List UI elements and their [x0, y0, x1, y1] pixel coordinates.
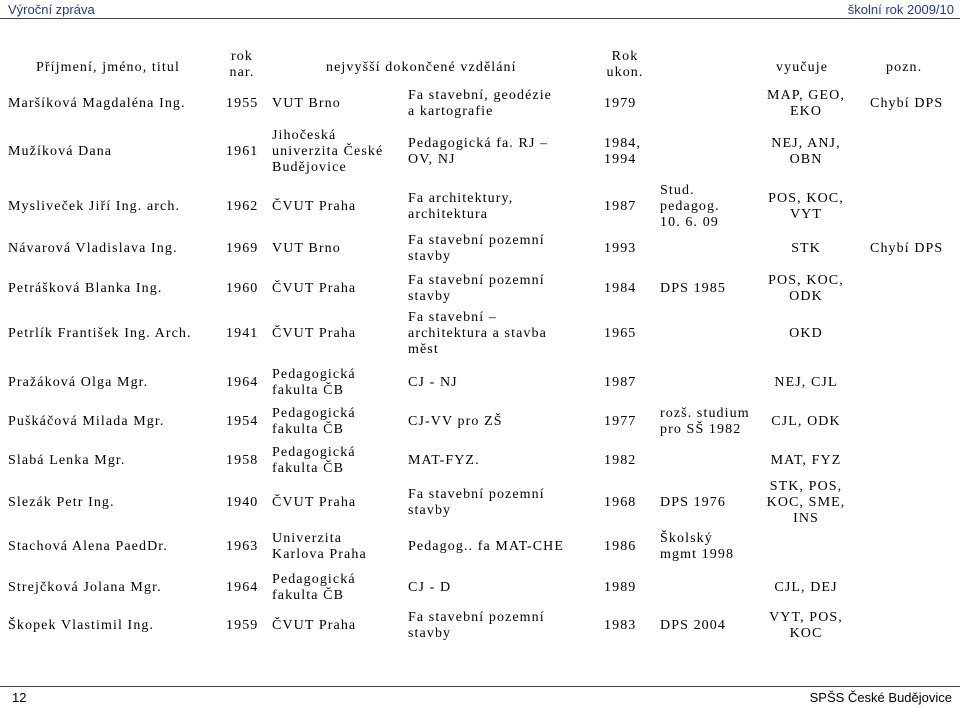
- page-number: 12: [12, 690, 27, 705]
- birth-year: 1964: [226, 580, 259, 595]
- graduation-year: 1982: [604, 453, 637, 468]
- staff-name: Návarová Vladislava Ing.: [8, 241, 178, 256]
- staff-name: Strejčková Jolana Mgr.: [8, 580, 162, 595]
- col-header-note: pozn.: [886, 60, 923, 75]
- staff-name: Mysliveček Jiří Ing. arch.: [8, 199, 181, 214]
- school-name: ČVUT Praha: [272, 495, 357, 510]
- faculty-field: Fa stavební pozemní stavby: [408, 610, 545, 641]
- school-name: Univerzita Karlova Praha: [272, 531, 367, 562]
- extra-qualification: DPS 1985: [660, 281, 726, 296]
- faculty-field: MAT-FYZ.: [408, 453, 480, 468]
- faculty-field: CJ - NJ: [408, 375, 458, 390]
- teaching-subjects: MAP, GEO, EKO: [767, 88, 845, 119]
- teaching-subjects: MAT, FYZ: [770, 453, 842, 468]
- col-header-teaches: vyučuje: [776, 60, 829, 75]
- staff-name: Mužíková Dana: [8, 144, 113, 159]
- teaching-subjects: VYT, POS, KOC: [769, 610, 843, 641]
- birth-year: 1964: [226, 375, 259, 390]
- school-name: VUT Brno: [272, 96, 341, 111]
- extra-qualification: Školský mgmt 1998: [660, 531, 735, 562]
- staff-name: Maršíková Magdaléna Ing.: [8, 96, 186, 111]
- staff-name: Škopek Vlastimil Ing.: [8, 618, 155, 633]
- birth-year: 1958: [226, 453, 259, 468]
- staff-name: Stachová Alena PaedDr.: [8, 539, 168, 554]
- graduation-year: 1987: [604, 199, 637, 214]
- school-name: ČVUT Praha: [272, 618, 357, 633]
- birth-year: 1961: [226, 144, 259, 159]
- staff-name: Petrášková Blanka Ing.: [8, 281, 163, 296]
- staff-name: Slezák Petr Ing.: [8, 495, 115, 510]
- extra-qualification: rozš. studium pro SŠ 1982: [660, 406, 750, 437]
- col-header-graduation: Rok ukon.: [606, 49, 644, 80]
- faculty-field: Fa architektury, architektura: [408, 191, 514, 222]
- birth-year: 1960: [226, 281, 259, 296]
- note: Chybí DPS: [870, 241, 944, 256]
- graduation-year: 1984, 1994: [604, 136, 641, 167]
- school-name: ČVUT Praha: [272, 199, 357, 214]
- header-divider: [0, 18, 960, 19]
- graduation-year: 1965: [604, 326, 637, 341]
- birth-year: 1963: [226, 539, 259, 554]
- faculty-field: CJ - D: [408, 580, 452, 595]
- faculty-field: CJ-VV pro ZŠ: [408, 414, 503, 429]
- teaching-subjects: NEJ, CJL: [774, 375, 838, 390]
- page-header: [0, 0, 960, 18]
- graduation-year: 1989: [604, 580, 637, 595]
- school-name: VUT Brno: [272, 241, 341, 256]
- faculty-field: Fa stavební pozemní stavby: [408, 273, 545, 304]
- school-name: ČVUT Praha: [272, 281, 357, 296]
- faculty-field: Pedagog.. fa MAT-CHE: [408, 539, 565, 554]
- birth-year: 1969: [226, 241, 259, 256]
- school-year: školní rok 2009/10: [847, 2, 954, 17]
- graduation-year: 1977: [604, 414, 637, 429]
- footer-divider: [0, 686, 960, 687]
- school-name: ČVUT Praha: [272, 326, 357, 341]
- school-name: Pedagogická fakulta ČB: [272, 367, 356, 398]
- teaching-subjects: CJL, DEJ: [774, 580, 838, 595]
- faculty-field: Fa stavební pozemní stavby: [408, 487, 545, 518]
- school-name: SPŠS České Budějovice: [809, 690, 952, 705]
- birth-year: 1941: [226, 326, 259, 341]
- faculty-field: Fa stavební pozemní stavby: [408, 233, 545, 264]
- extra-qualification: Stud. pedagog. 10. 6. 09: [660, 183, 720, 230]
- col-header-name: Příjmení, jméno, titul: [36, 60, 180, 75]
- faculty-field: Pedagogická fa. RJ – OV, NJ: [408, 136, 549, 167]
- birth-year: 1959: [226, 618, 259, 633]
- school-name: Jihočeská univerzita České Budějovice: [272, 128, 384, 175]
- birth-year: 1962: [226, 199, 259, 214]
- staff-name: Pražáková Olga Mgr.: [8, 375, 149, 390]
- teaching-subjects: POS, KOC, VYT: [768, 191, 844, 222]
- teaching-subjects: OKD: [789, 326, 823, 341]
- extra-qualification: DPS 1976: [660, 495, 726, 510]
- school-name: Pedagogická fakulta ČB: [272, 445, 356, 476]
- graduation-year: 1987: [604, 375, 637, 390]
- faculty-field: Fa stavební, geodézie a kartografie: [408, 88, 553, 119]
- faculty-field: Fa stavební – architektura a stavba měst: [408, 310, 547, 357]
- graduation-year: 1983: [604, 618, 637, 633]
- teaching-subjects: STK: [791, 241, 821, 256]
- report-title: Výroční zpráva: [8, 2, 95, 17]
- note: Chybí DPS: [870, 96, 944, 111]
- graduation-year: 1968: [604, 495, 637, 510]
- extra-qualification: DPS 2004: [660, 618, 726, 633]
- staff-name: Petrlík František Ing. Arch.: [8, 326, 192, 341]
- col-header-year: rok nar.: [229, 49, 255, 80]
- graduation-year: 1986: [604, 539, 637, 554]
- school-name: Pedagogická fakulta ČB: [272, 572, 356, 603]
- graduation-year: 1993: [604, 241, 637, 256]
- school-name: Pedagogická fakulta ČB: [272, 406, 356, 437]
- graduation-year: 1979: [604, 96, 637, 111]
- staff-name: Slabá Lenka Mgr.: [8, 453, 126, 468]
- staff-name: Puškáčová Milada Mgr.: [8, 414, 165, 429]
- birth-year: 1940: [226, 495, 259, 510]
- birth-year: 1954: [226, 414, 259, 429]
- birth-year: 1955: [226, 96, 259, 111]
- graduation-year: 1984: [604, 281, 637, 296]
- teaching-subjects: POS, KOC, ODK: [768, 273, 844, 304]
- teaching-subjects: STK, POS, KOC, SME, INS: [766, 479, 846, 526]
- teaching-subjects: CJL, ODK: [771, 414, 841, 429]
- col-header-education: nejvyšší dokončené vzdělání: [326, 60, 517, 75]
- teaching-subjects: NEJ, ANJ, OBN: [771, 136, 841, 167]
